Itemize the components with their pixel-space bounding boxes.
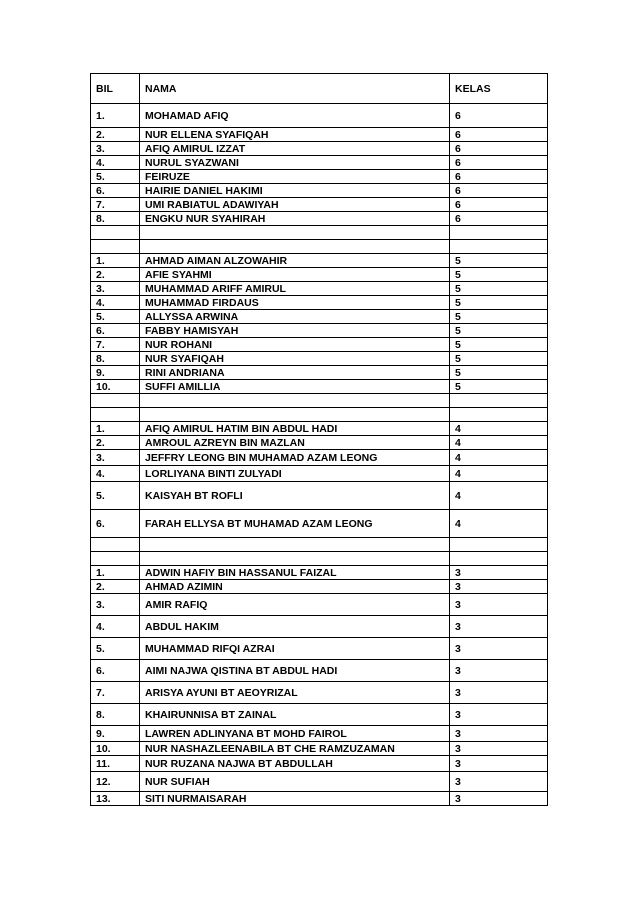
table-row xyxy=(91,338,548,352)
row-nama: FARAH ELLYSA BT MUHAMAD AZAM LEONG xyxy=(140,510,450,538)
row-kelas: 6 xyxy=(450,212,548,226)
row-bil: 8. xyxy=(91,212,140,226)
table-row xyxy=(91,324,548,338)
row-bil: 9. xyxy=(91,726,140,742)
table-row xyxy=(91,436,548,450)
header-row xyxy=(91,74,548,104)
row-bil: 5. xyxy=(91,310,140,324)
table-body xyxy=(91,74,548,806)
row-kelas: 6 xyxy=(450,198,548,212)
table-row xyxy=(91,198,548,212)
row-bil: 5. xyxy=(91,170,140,184)
row-kelas: 6 xyxy=(450,156,548,170)
table-row xyxy=(91,352,548,366)
row-nama: NUR NASHAZLEENABILA BT CHE RAMZUZAMAN xyxy=(140,742,450,756)
row-kelas: 5 xyxy=(450,380,548,394)
row-kelas: 5 xyxy=(450,324,548,338)
row-kelas: 6 xyxy=(450,184,548,198)
student-list-table xyxy=(90,73,548,806)
row-bil: 10. xyxy=(91,742,140,756)
table-row xyxy=(91,142,548,156)
row-kelas: 3 xyxy=(450,660,548,682)
row-nama: JEFFRY LEONG BIN MUHAMAD AZAM LEONG xyxy=(140,450,450,466)
row-nama: AHMAD AIMAN ALZOWAHIR xyxy=(140,254,450,268)
row-kelas: 5 xyxy=(450,282,548,296)
row-nama: FEIRUZE xyxy=(140,170,450,184)
empty-cell xyxy=(91,408,140,422)
row-bil: 2. xyxy=(91,436,140,450)
row-bil: 5. xyxy=(91,638,140,660)
row-bil: 8. xyxy=(91,704,140,726)
row-bil: 9. xyxy=(91,366,140,380)
row-bil: 11. xyxy=(91,756,140,772)
table-row xyxy=(91,282,548,296)
row-nama: MUHAMMAD RIFQI AZRAI xyxy=(140,638,450,660)
row-bil: 12. xyxy=(91,772,140,792)
empty-cell xyxy=(450,394,548,408)
empty-cell xyxy=(450,226,548,240)
row-kelas: 4 xyxy=(450,422,548,436)
row-nama: AFIE SYAHMI xyxy=(140,268,450,282)
row-kelas: 6 xyxy=(450,128,548,142)
row-bil: 6. xyxy=(91,510,140,538)
row-kelas: 3 xyxy=(450,792,548,806)
row-bil: 4. xyxy=(91,296,140,310)
row-nama: NUR ROHANI xyxy=(140,338,450,352)
table-row xyxy=(91,742,548,756)
table-row xyxy=(91,792,548,806)
table-row xyxy=(91,660,548,682)
row-kelas: 5 xyxy=(450,254,548,268)
row-bil: 1. xyxy=(91,104,140,128)
row-nama: NUR RUZANA NAJWA BT ABDULLAH xyxy=(140,756,450,772)
empty-cell xyxy=(91,226,140,240)
row-nama: ABDUL HAKIM xyxy=(140,616,450,638)
table-row xyxy=(91,638,548,660)
row-kelas: 3 xyxy=(450,638,548,660)
table-row xyxy=(91,170,548,184)
empty-cell xyxy=(91,552,140,566)
row-kelas: 5 xyxy=(450,338,548,352)
table-row xyxy=(91,682,548,704)
row-bil: 1. xyxy=(91,422,140,436)
row-nama: NUR ELLENA SYAFIQAH xyxy=(140,128,450,142)
row-bil: 4. xyxy=(91,156,140,170)
row-bil: 6. xyxy=(91,184,140,198)
table-row xyxy=(91,104,548,128)
row-bil: 2. xyxy=(91,268,140,282)
header-kelas: KELAS xyxy=(450,74,548,104)
empty-cell xyxy=(450,240,548,254)
row-bil: 4. xyxy=(91,616,140,638)
row-kelas: 3 xyxy=(450,704,548,726)
table-row xyxy=(91,616,548,638)
row-kelas: 3 xyxy=(450,566,548,580)
row-kelas: 5 xyxy=(450,352,548,366)
table-row xyxy=(91,296,548,310)
row-bil: 6. xyxy=(91,660,140,682)
row-nama: AFIQ AMIRUL IZZAT xyxy=(140,142,450,156)
row-nama: ENGKU NUR SYAHIRAH xyxy=(140,212,450,226)
row-nama: KAISYAH BT ROFLI xyxy=(140,482,450,510)
table-row xyxy=(91,772,548,792)
row-bil: 2. xyxy=(91,580,140,594)
row-kelas: 5 xyxy=(450,366,548,380)
empty-cell xyxy=(140,394,450,408)
row-bil: 7. xyxy=(91,198,140,212)
row-kelas: 3 xyxy=(450,756,548,772)
row-kelas: 4 xyxy=(450,450,548,466)
row-kelas: 4 xyxy=(450,510,548,538)
table-row xyxy=(91,184,548,198)
row-nama: AIMI NAJWA QISTINA BT ABDUL HADI xyxy=(140,660,450,682)
table-row xyxy=(91,422,548,436)
row-nama: SUFFI AMILLIA xyxy=(140,380,450,394)
empty-cell xyxy=(140,538,450,552)
row-kelas: 6 xyxy=(450,104,548,128)
row-bil: 7. xyxy=(91,338,140,352)
row-nama: RINI ANDRIANA xyxy=(140,366,450,380)
table-row xyxy=(91,310,548,324)
empty-cell xyxy=(450,552,548,566)
empty-cell xyxy=(450,408,548,422)
row-kelas: 5 xyxy=(450,296,548,310)
row-bil: 13. xyxy=(91,792,140,806)
row-bil: 5. xyxy=(91,482,140,510)
table-row xyxy=(91,704,548,726)
row-kelas: 3 xyxy=(450,682,548,704)
row-nama: AFIQ AMIRUL HATIM BIN ABDUL HADI xyxy=(140,422,450,436)
spacer-row xyxy=(91,408,548,422)
table-row xyxy=(91,128,548,142)
row-nama: LAWREN ADLINYANA BT MOHD FAIROL xyxy=(140,726,450,742)
row-kelas: 3 xyxy=(450,616,548,638)
row-kelas: 3 xyxy=(450,726,548,742)
row-nama: SITI NURMAISARAH xyxy=(140,792,450,806)
table-row xyxy=(91,268,548,282)
row-kelas: 4 xyxy=(450,482,548,510)
header-bil: BIL xyxy=(91,74,140,104)
table-row xyxy=(91,156,548,170)
row-nama: UMI RABIATUL ADAWIYAH xyxy=(140,198,450,212)
row-bil: 7. xyxy=(91,682,140,704)
row-bil: 10. xyxy=(91,380,140,394)
empty-cell xyxy=(140,408,450,422)
row-nama: NUR SYAFIQAH xyxy=(140,352,450,366)
row-nama: MUHAMMAD ARIFF AMIRUL xyxy=(140,282,450,296)
row-nama: MUHAMMAD FIRDAUS xyxy=(140,296,450,310)
row-bil: 8. xyxy=(91,352,140,366)
empty-cell xyxy=(140,240,450,254)
row-nama: AMROUL AZREYN BIN MAZLAN xyxy=(140,436,450,450)
row-nama: LORLIYANA BINTI ZULYADI xyxy=(140,466,450,482)
table-row xyxy=(91,726,548,742)
table-row xyxy=(91,594,548,616)
empty-cell xyxy=(91,394,140,408)
row-nama: AHMAD AZIMIN xyxy=(140,580,450,594)
spacer-row xyxy=(91,394,548,408)
empty-cell xyxy=(91,240,140,254)
table-row xyxy=(91,212,548,226)
row-nama: KHAIRUNNISA BT ZAINAL xyxy=(140,704,450,726)
header-nama: NAMA xyxy=(140,74,450,104)
row-nama: ARISYA AYUNI BT AEOYRIZAL xyxy=(140,682,450,704)
row-nama: ADWIN HAFIY BIN HASSANUL FAIZAL xyxy=(140,566,450,580)
table-row xyxy=(91,756,548,772)
row-nama: NUR SUFIAH xyxy=(140,772,450,792)
table-row xyxy=(91,466,548,482)
empty-cell xyxy=(140,226,450,240)
row-kelas: 5 xyxy=(450,310,548,324)
row-bil: 3. xyxy=(91,594,140,616)
empty-cell xyxy=(140,552,450,566)
row-kelas: 3 xyxy=(450,772,548,792)
table-row xyxy=(91,254,548,268)
row-bil: 3. xyxy=(91,142,140,156)
row-bil: 4. xyxy=(91,466,140,482)
row-bil: 1. xyxy=(91,566,140,580)
row-bil: 6. xyxy=(91,324,140,338)
row-nama: FABBY HAMISYAH xyxy=(140,324,450,338)
row-kelas: 3 xyxy=(450,742,548,756)
row-kelas: 5 xyxy=(450,268,548,282)
row-kelas: 6 xyxy=(450,142,548,156)
row-nama: HAIRIE DANIEL HAKIMI xyxy=(140,184,450,198)
row-kelas: 3 xyxy=(450,594,548,616)
table-row xyxy=(91,510,548,538)
table-row xyxy=(91,482,548,510)
row-nama: AMIR RAFIQ xyxy=(140,594,450,616)
row-bil: 3. xyxy=(91,450,140,466)
row-kelas: 3 xyxy=(450,580,548,594)
empty-cell xyxy=(91,538,140,552)
spacer-row xyxy=(91,538,548,552)
row-bil: 2. xyxy=(91,128,140,142)
empty-cell xyxy=(450,538,548,552)
row-bil: 1. xyxy=(91,254,140,268)
row-bil: 3. xyxy=(91,282,140,296)
row-kelas: 6 xyxy=(450,170,548,184)
row-nama: ALLYSSA ARWINA xyxy=(140,310,450,324)
spacer-row xyxy=(91,240,548,254)
row-kelas: 4 xyxy=(450,466,548,482)
row-nama: MOHAMAD AFIQ xyxy=(140,104,450,128)
spacer-row xyxy=(91,226,548,240)
spacer-row xyxy=(91,552,548,566)
table-row xyxy=(91,366,548,380)
table-row xyxy=(91,380,548,394)
table-row xyxy=(91,580,548,594)
row-nama: NURUL SYAZWANI xyxy=(140,156,450,170)
table-row xyxy=(91,450,548,466)
row-kelas: 4 xyxy=(450,436,548,450)
table-row xyxy=(91,566,548,580)
